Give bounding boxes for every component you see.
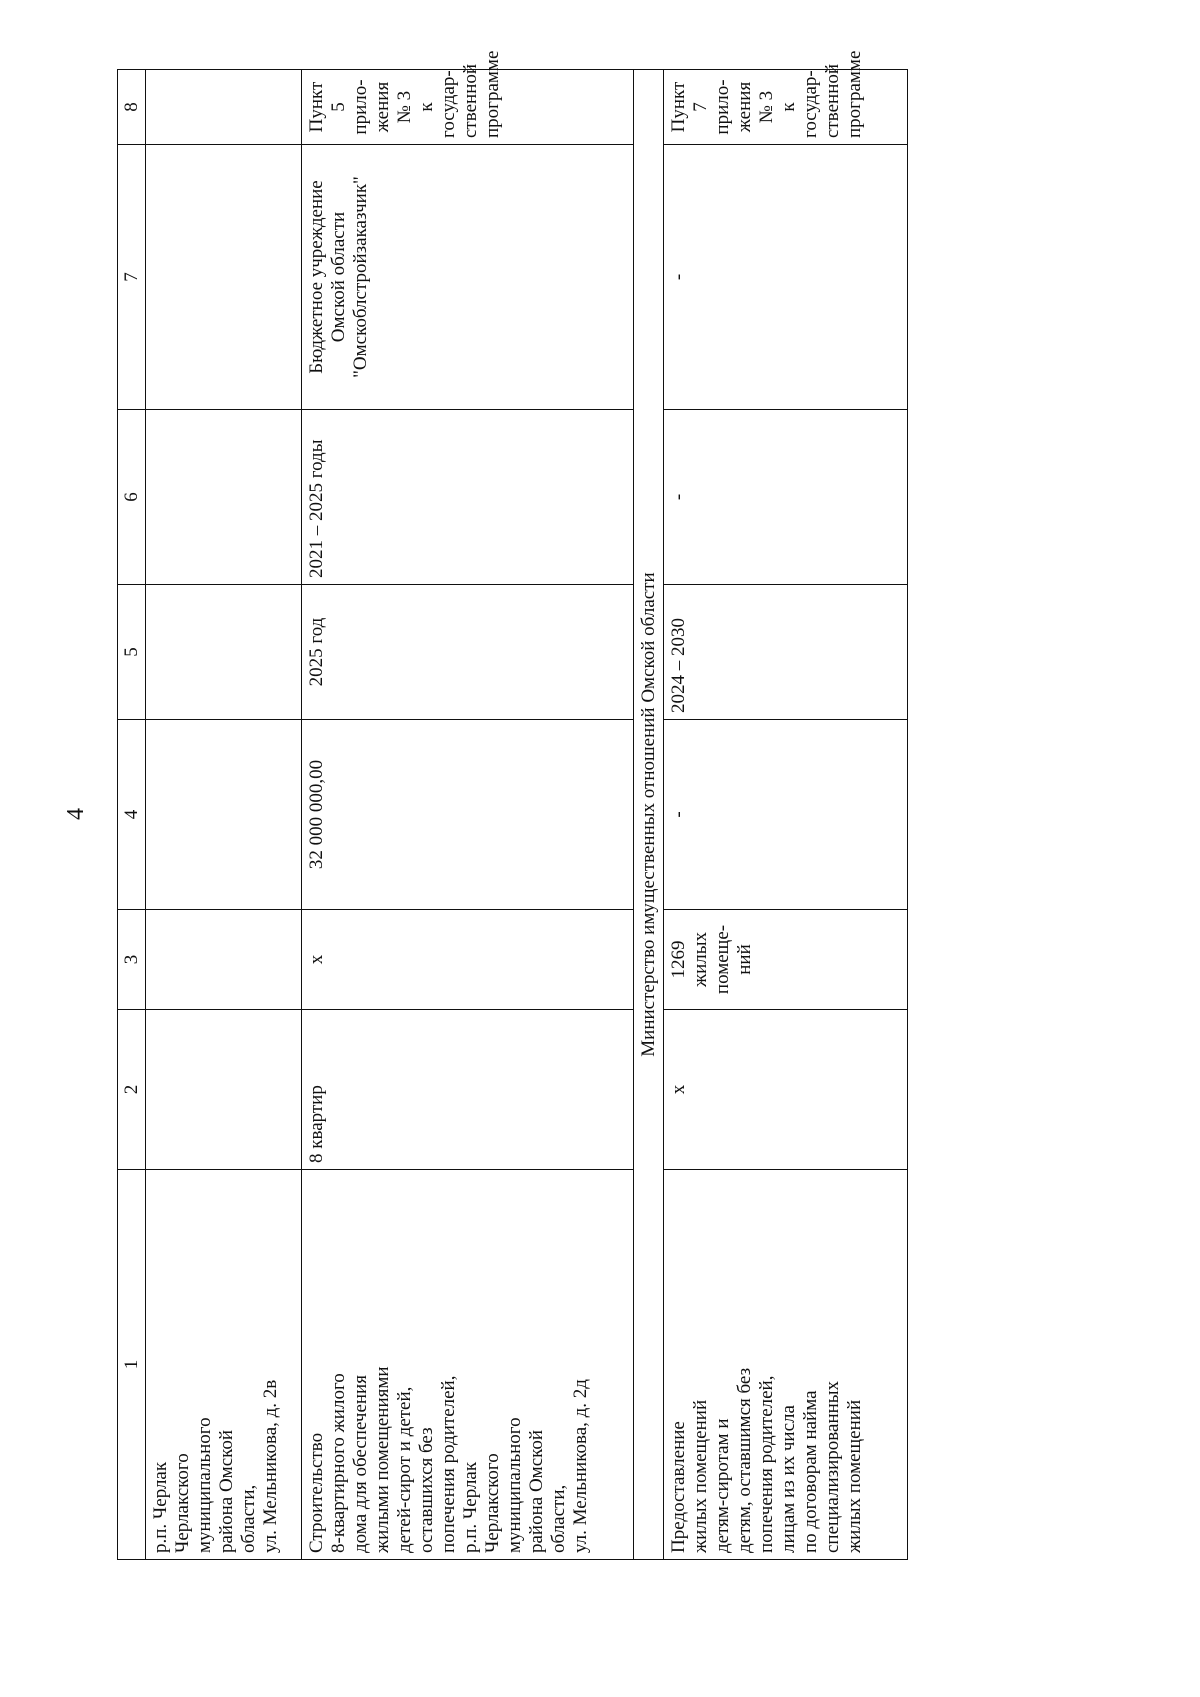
header-cell: 7 [118, 145, 146, 410]
executor-cell: Бюджетное учреждение Омской области "Омскоблстройзаказчик" [302, 145, 634, 410]
header-cell: 4 [118, 720, 146, 910]
section-row [634, 70, 664, 1560]
header-cell: 8 [118, 70, 146, 145]
capacity-cell: x [664, 1010, 908, 1170]
header-cell: 5 [118, 585, 146, 720]
executor-cell: - [664, 145, 908, 410]
object-name-cell: Строительство 8-квартирного жилого дома для обеспечения жилыми помещениями детей-сирот и детей, оставшихся без попечения родителей, р.п. Черлак Черлакского муниципального района Омской области, ул. Мельникова, д. 2д [302, 1170, 634, 1560]
table-row [664, 70, 908, 1560]
period-cell: 2021 – 2025 годы [302, 410, 634, 585]
table-row [146, 70, 302, 1560]
executor-cell [146, 145, 302, 410]
completion-cell: 2025 год [302, 585, 634, 720]
completion-cell [146, 585, 302, 720]
table-header-row [118, 70, 146, 1560]
object-name-cell: Предоставление жилых помещений детям-сиротам и детям, оставшимся без попечения родителей, лицам из их числа по договорам найма специализированных жилых помещений [664, 1170, 908, 1560]
reference-cell: Пункт 5 прило- жения № 3 к государ- ственной программе [302, 70, 634, 145]
program-table [117, 50, 908, 1560]
indicator-cell: 1269 жилых помеще- ний [664, 910, 908, 1010]
page-number: 4 [63, 808, 89, 820]
amount-cell: 32 000 000,00 [302, 720, 634, 910]
period-cell: - [664, 410, 908, 585]
indicator-cell [146, 910, 302, 1010]
object-name-cell: р.п. Черлак Черлакского муниципального района Омской области, ул. Мельникова, д. 2в [146, 1170, 302, 1560]
table-row [302, 70, 634, 1560]
header-cell: 1 [118, 1170, 146, 1560]
rotated-table-wrapper [117, 50, 907, 1560]
header-cell: 3 [118, 910, 146, 1010]
period-cell [146, 410, 302, 585]
header-cell: 2 [118, 1010, 146, 1170]
amount-cell [146, 720, 302, 910]
capacity-cell: 8 квартир [302, 1010, 634, 1170]
reference-cell: Пункт 7 прило- жения № 3 к государ- ственной программе [664, 70, 908, 145]
reference-cell [146, 70, 302, 145]
amount-cell: - [664, 720, 908, 910]
completion-cell: 2024 – 2030 [664, 585, 908, 720]
indicator-cell: x [302, 910, 634, 1010]
section-title: Министерство имущественных отношений Омской области [634, 70, 664, 1560]
capacity-cell [146, 1010, 302, 1170]
header-cell: 6 [118, 410, 146, 585]
